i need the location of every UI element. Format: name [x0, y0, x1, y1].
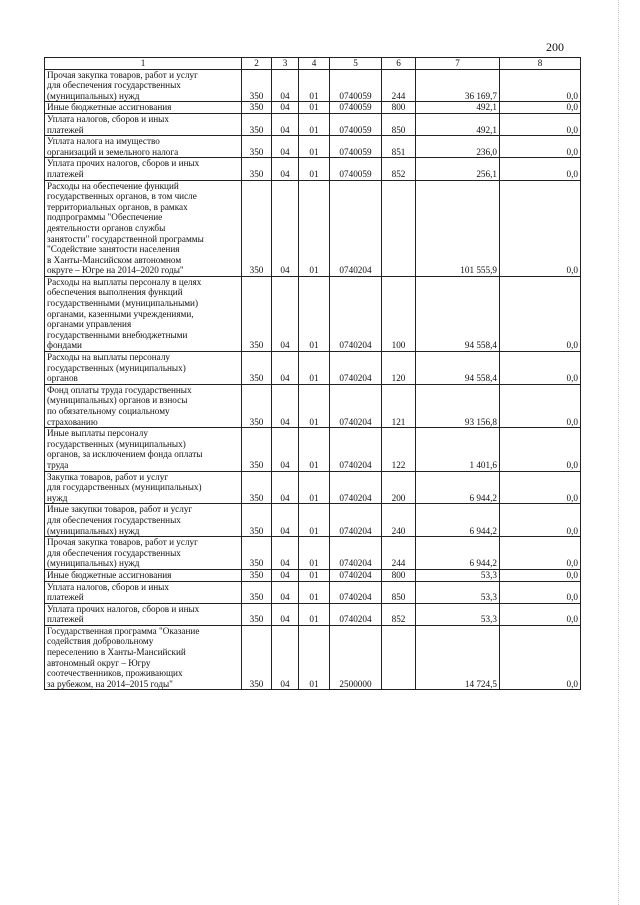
cell-col-2: 350 [242, 569, 272, 581]
table-row [45, 569, 581, 581]
row-name-line: организаций и земельного налога [47, 146, 179, 157]
cell-col-4: 01 [299, 352, 330, 385]
cell-col-4: 01 [299, 603, 330, 625]
cell-col-5: 0740204 [330, 581, 382, 603]
row-name [45, 113, 242, 135]
cell-col-7: 53,3 [416, 581, 500, 603]
table-row [45, 113, 581, 135]
cell-col-8: 0,0 [500, 471, 581, 504]
cell-col-2: 350 [242, 352, 272, 385]
row-name-line: для обеспечения государственных [47, 514, 181, 525]
cell-col-7: 53,3 [416, 603, 500, 625]
cell-col-5: 0740059 [330, 113, 382, 135]
cell-col-4: 01 [299, 69, 330, 102]
cell-col-6: 122 [382, 428, 416, 471]
row-name-line: страхованию [47, 416, 98, 427]
row-name-line: государственными внебюджетными [47, 329, 188, 340]
cell-col-3: 04 [272, 504, 299, 537]
row-name-line: для обеспечения государственных [47, 547, 181, 558]
cell-col-4: 01 [299, 180, 330, 276]
scan-edge [618, 0, 623, 905]
row-name-line: в Ханты-Мансийском автономном [47, 254, 182, 265]
cell-col-8: 0,0 [500, 603, 581, 625]
row-name [45, 276, 242, 351]
cell-col-2: 350 [242, 537, 272, 570]
cell-col-5: 2500000 [330, 625, 382, 690]
cell-col-7: 101 555,9 [416, 180, 500, 276]
cell-col-4: 01 [299, 569, 330, 581]
row-name [45, 158, 242, 180]
cell-col-7: 6 944,2 [416, 504, 500, 537]
cell-col-4: 01 [299, 504, 330, 537]
cell-col-8: 0,0 [500, 428, 581, 471]
row-name-line: Уплата налогов, сборов и иных [47, 113, 169, 124]
cell-col-8: 0,0 [500, 537, 581, 570]
cell-col-4: 01 [299, 384, 330, 427]
cell-col-4: 01 [299, 102, 330, 114]
cell-col-7: 256,1 [416, 158, 500, 180]
column-header: 2 [242, 58, 272, 70]
cell-col-7: 1 401,6 [416, 428, 500, 471]
row-name-line: Уплата прочих налогов, сборов и иных [47, 158, 200, 169]
cell-col-8: 0,0 [500, 102, 581, 114]
cell-col-8: 0,0 [500, 276, 581, 351]
table-row [45, 276, 581, 351]
column-header: 7 [416, 58, 500, 70]
cell-col-7: 14 724,5 [416, 625, 500, 690]
row-name-line: автономный округ – Югру [47, 657, 151, 668]
cell-col-8: 0,0 [500, 158, 581, 180]
row-name-line: Уплата налогов, сборов и иных [47, 581, 169, 592]
row-name [45, 352, 242, 385]
row-name [45, 569, 242, 581]
cell-col-5: 0740204 [330, 504, 382, 537]
row-name-line: для государственных (муниципальных) [47, 482, 202, 493]
cell-col-2: 350 [242, 581, 272, 603]
row-name-line: территориальных органов, в рамках [47, 201, 188, 212]
cell-col-6 [382, 625, 416, 690]
cell-col-5: 0740204 [330, 428, 382, 471]
cell-col-3: 04 [272, 625, 299, 690]
cell-col-5: 0740059 [330, 136, 382, 158]
cell-col-4: 01 [299, 136, 330, 158]
cell-col-7: 6 944,2 [416, 537, 500, 570]
budget-table [44, 57, 581, 690]
row-name-line: Иные выплаты персоналу [47, 428, 148, 439]
cell-col-8: 0,0 [500, 136, 581, 158]
cell-col-2: 350 [242, 113, 272, 135]
column-header: 8 [500, 58, 581, 70]
cell-col-7: 94 558,4 [416, 276, 500, 351]
cell-col-6 [382, 180, 416, 276]
row-name-line: Уплата налога на имущество [47, 136, 160, 147]
cell-col-5: 0740204 [330, 569, 382, 581]
row-name-line: Иные закупки товаров, работ и услуг [47, 504, 193, 515]
cell-col-3: 04 [272, 428, 299, 471]
cell-col-6: 852 [382, 603, 416, 625]
table-row [45, 102, 581, 114]
row-name-line: платежей [47, 592, 84, 603]
column-header: 4 [299, 58, 330, 70]
row-name-line: нужд [47, 492, 68, 503]
row-name-line: занятости" государственной программы [47, 233, 204, 244]
cell-col-4: 01 [299, 471, 330, 504]
cell-col-6: 240 [382, 504, 416, 537]
cell-col-5: 0740059 [330, 69, 382, 102]
row-name-line: органов, за исключением фонда оплаты [47, 449, 203, 460]
table-row [45, 69, 581, 102]
row-name-line: государственных (муниципальных) [47, 362, 186, 373]
row-name-line: государственными (муниципальными) [47, 298, 199, 309]
row-name [45, 471, 242, 504]
cell-col-6: 850 [382, 113, 416, 135]
cell-col-2: 350 [242, 471, 272, 504]
row-name-line: переселению в Ханты-Мансийский [47, 647, 186, 658]
table-row [45, 352, 581, 385]
cell-col-2: 350 [242, 276, 272, 351]
row-name-line: Закупка товаров, работ и услуг [47, 471, 169, 482]
cell-col-3: 04 [272, 384, 299, 427]
table-row [45, 471, 581, 504]
row-name-line: платежей [47, 614, 84, 625]
row-name-line: содействия добровольному [47, 636, 154, 647]
row-name [45, 625, 242, 690]
table-row [45, 384, 581, 427]
row-name [45, 537, 242, 570]
cell-col-6: 852 [382, 158, 416, 180]
cell-col-8: 0,0 [500, 180, 581, 276]
cell-col-8: 0,0 [500, 352, 581, 385]
cell-col-8: 0,0 [500, 504, 581, 537]
row-name-line: подпрограммы "Обеспечение [47, 212, 163, 223]
row-name-line: (муниципальных) нужд [47, 558, 140, 569]
cell-col-8: 0,0 [500, 69, 581, 102]
cell-col-2: 350 [242, 102, 272, 114]
row-name-line: за рубежом, на 2014–2015 годы" [47, 678, 173, 689]
row-name-line: Расходы на выплаты персоналу в целях [47, 276, 202, 287]
page-number: 200 [546, 40, 564, 54]
cell-col-2: 350 [242, 180, 272, 276]
table-header-row [45, 58, 581, 70]
cell-col-3: 04 [272, 471, 299, 504]
cell-col-5: 0740204 [330, 276, 382, 351]
row-name [45, 136, 242, 158]
cell-col-7: 36 169,7 [416, 69, 500, 102]
cell-col-3: 04 [272, 537, 299, 570]
table-row [45, 180, 581, 276]
cell-col-6: 244 [382, 537, 416, 570]
cell-col-4: 01 [299, 113, 330, 135]
cell-col-7: 6 944,2 [416, 471, 500, 504]
cell-col-3: 04 [272, 102, 299, 114]
cell-col-5: 0740204 [330, 603, 382, 625]
cell-col-6: 200 [382, 471, 416, 504]
cell-col-3: 04 [272, 581, 299, 603]
cell-col-5: 0740204 [330, 352, 382, 385]
cell-col-8: 0,0 [500, 384, 581, 427]
cell-col-3: 04 [272, 158, 299, 180]
cell-col-2: 350 [242, 136, 272, 158]
row-name-line: Фонд оплаты труда государственных [47, 384, 192, 395]
row-name-line: (муниципальных) нужд [47, 90, 140, 101]
row-name-line: фондами [47, 340, 82, 351]
column-header: 6 [382, 58, 416, 70]
cell-col-3: 04 [272, 69, 299, 102]
row-name-line: (муниципальных) нужд [47, 525, 140, 536]
cell-col-3: 04 [272, 352, 299, 385]
cell-col-4: 01 [299, 625, 330, 690]
row-name-line: (муниципальных) органов и взносы [47, 395, 188, 406]
row-name-line: органов [47, 373, 78, 384]
cell-col-6: 800 [382, 569, 416, 581]
cell-col-6: 120 [382, 352, 416, 385]
cell-col-6: 100 [382, 276, 416, 351]
cell-col-6: 850 [382, 581, 416, 603]
cell-col-5: 0740059 [330, 158, 382, 180]
cell-col-7: 492,1 [416, 102, 500, 114]
cell-col-8: 0,0 [500, 625, 581, 690]
row-name-line: платежей [47, 168, 84, 179]
row-name-line: округе – Югре на 2014–2020 годы" [47, 265, 184, 276]
cell-col-5: 0740204 [330, 180, 382, 276]
cell-col-5: 0740204 [330, 384, 382, 427]
cell-col-6: 851 [382, 136, 416, 158]
row-name-line: деятельности органов службы [47, 222, 166, 233]
row-name-line: труда [47, 459, 69, 470]
table-row [45, 504, 581, 537]
row-name-line: обеспечения выполнения функций [47, 287, 183, 298]
cell-col-7: 236,0 [416, 136, 500, 158]
table-row [45, 581, 581, 603]
table-row [45, 136, 581, 158]
cell-col-8: 0,0 [500, 113, 581, 135]
column-header: 3 [272, 58, 299, 70]
row-name-line: соотечественников, проживающих [47, 668, 183, 679]
row-name-line: государственных органов, в том числе [47, 191, 197, 202]
cell-col-7: 94 558,4 [416, 352, 500, 385]
column-header: 1 [45, 58, 242, 70]
cell-col-2: 350 [242, 384, 272, 427]
cell-col-8: 0,0 [500, 581, 581, 603]
row-name-line: государственных (муниципальных) [47, 438, 186, 449]
row-name [45, 581, 242, 603]
cell-col-6: 800 [382, 102, 416, 114]
row-name-line: Прочая закупка товаров, работ и услуг [47, 69, 198, 80]
cell-col-2: 350 [242, 69, 272, 102]
row-name-line: Уплата прочих налогов, сборов и иных [47, 603, 200, 614]
table-row [45, 158, 581, 180]
cell-col-7: 53,3 [416, 569, 500, 581]
row-name-line: Иные бюджетные ассигнования [47, 102, 172, 113]
cell-col-5: 0740059 [330, 102, 382, 114]
row-name-line: Прочая закупка товаров, работ и услуг [47, 537, 198, 548]
cell-col-2: 350 [242, 603, 272, 625]
row-name-line: Расходы на обеспечение функций [47, 180, 179, 191]
cell-col-6: 244 [382, 69, 416, 102]
cell-col-2: 350 [242, 158, 272, 180]
row-name [45, 428, 242, 471]
cell-col-8: 0,0 [500, 569, 581, 581]
cell-col-4: 01 [299, 428, 330, 471]
row-name [45, 69, 242, 102]
row-name [45, 180, 242, 276]
row-name-line: органами управления [47, 319, 132, 330]
row-name [45, 102, 242, 114]
cell-col-3: 04 [272, 136, 299, 158]
cell-col-3: 04 [272, 569, 299, 581]
row-name-line: платежей [47, 124, 84, 135]
cell-col-2: 350 [242, 625, 272, 690]
cell-col-4: 01 [299, 276, 330, 351]
cell-col-7: 492,1 [416, 113, 500, 135]
cell-col-4: 01 [299, 158, 330, 180]
table-row [45, 625, 581, 690]
cell-col-3: 04 [272, 603, 299, 625]
row-name [45, 504, 242, 537]
table-row [45, 603, 581, 625]
cell-col-6: 121 [382, 384, 416, 427]
cell-col-4: 01 [299, 537, 330, 570]
row-name [45, 603, 242, 625]
cell-col-7: 93 156,8 [416, 384, 500, 427]
row-name-line: Иные бюджетные ассигнования [47, 569, 172, 580]
cell-col-3: 04 [272, 180, 299, 276]
table-row [45, 428, 581, 471]
cell-col-3: 04 [272, 276, 299, 351]
cell-col-5: 0740204 [330, 471, 382, 504]
row-name-line: органами, казенными учреждениями, [47, 308, 194, 319]
row-name-line: "Содействие занятости населения [47, 244, 180, 255]
cell-col-3: 04 [272, 113, 299, 135]
row-name-line: Расходы на выплаты персоналу [47, 352, 171, 363]
row-name-line: Государственная программа "Оказание [47, 625, 200, 636]
cell-col-4: 01 [299, 581, 330, 603]
row-name-line: для обеспечения государственных [47, 80, 181, 91]
row-name-line: по обязательному социальному [47, 406, 170, 416]
cell-col-2: 350 [242, 428, 272, 471]
cell-col-2: 350 [242, 504, 272, 537]
table-row [45, 537, 581, 570]
column-header: 5 [330, 58, 382, 70]
row-name [45, 384, 242, 427]
cell-col-5: 0740204 [330, 537, 382, 570]
